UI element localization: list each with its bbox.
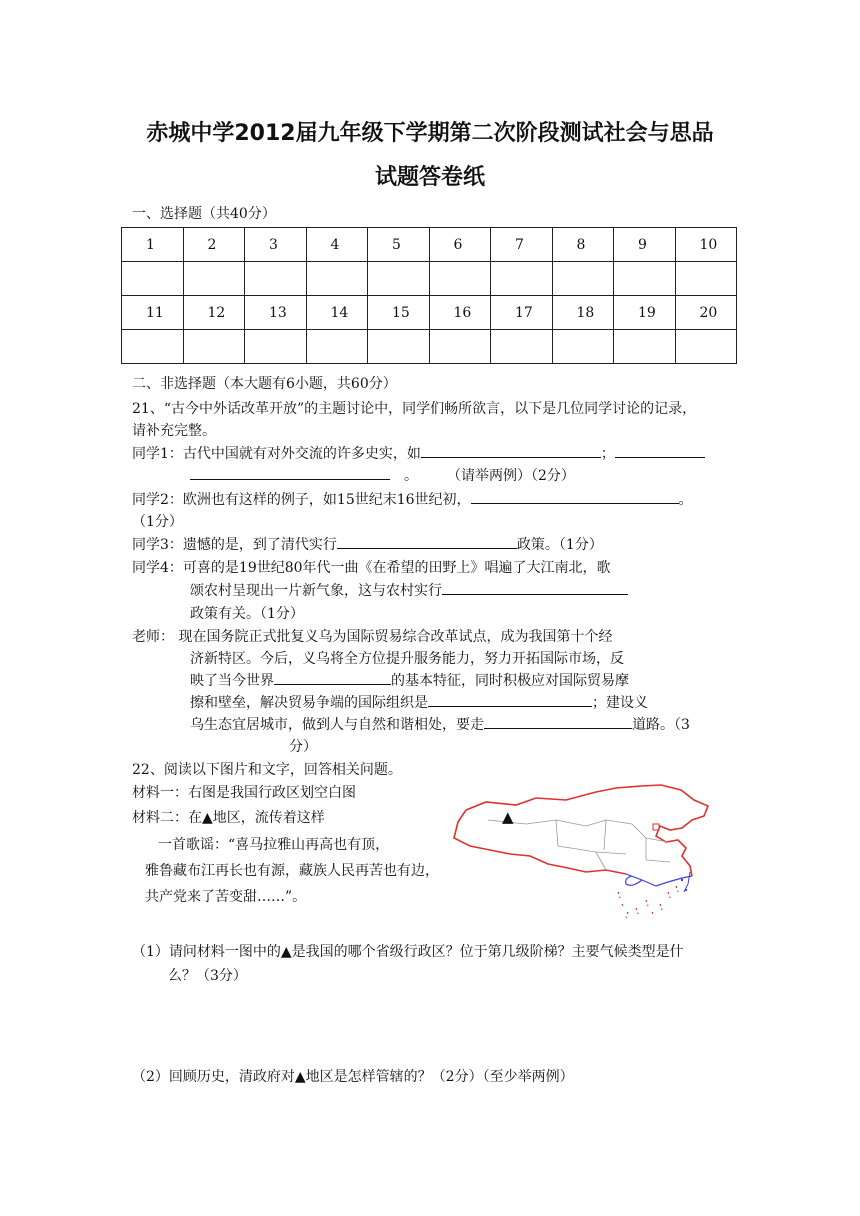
table-cell: 9 [614, 228, 676, 262]
q22-line1: 22、阅读以下图片和文字，回答相关问题。 [132, 762, 402, 778]
answer-cell[interactable] [552, 330, 614, 364]
q21-student2-score: （1分） [132, 514, 183, 530]
q21-student2: 同学2：欧洲也有这样的例子，如15世纪末16世纪初， 。 [132, 489, 693, 509]
answer-cell[interactable] [368, 262, 430, 296]
q21-student1-cont: 。 （请举两例）（2分） [190, 465, 575, 485]
answer-cell[interactable] [552, 262, 614, 296]
section2-heading: 二、非选择题（本大题有6小题，共60分） [132, 376, 397, 392]
table-row-answers [122, 330, 737, 364]
q22-part1: （1）请问材料一图中的▲是我国的哪个省级行政区？位于第几级阶梯？主要气候类型是什 [132, 944, 684, 960]
answer-cell[interactable] [245, 330, 307, 364]
q22-material1: 材料一：右图是我国行政区划空白图 [132, 785, 356, 801]
table-cell: 7 [491, 228, 553, 262]
table-cell: 10 [675, 228, 737, 262]
answer-blank[interactable] [484, 714, 632, 729]
q22-material2: 材料二：在▲地区，流传着这样 [132, 810, 325, 826]
answer-blank[interactable] [337, 534, 517, 549]
answer-blank[interactable] [428, 692, 592, 707]
q21-student4-c: 政策有关。（1分） [190, 606, 304, 622]
table-cell: 15 [368, 296, 430, 330]
q21-student1: 同学1：古代中国就有对外交流的许多史实，如 ； [132, 443, 705, 463]
q21-student4: 同学4：可喜的是19世纪80年代一曲《在希望的田野上》唱遍了大江南北，歌 [132, 560, 611, 576]
answer-cell[interactable] [183, 262, 245, 296]
answer-blank[interactable] [421, 443, 601, 458]
table-cell: 2 [183, 228, 245, 262]
q22-song-line3: 共产党来了苦变甜……”。 [145, 889, 307, 905]
q21-teacher-e: 乌生态宜居城市，做到人与自然和谐相处，要走 道路。（3 [190, 714, 690, 734]
table-cell: 1 [122, 228, 184, 262]
answer-blank[interactable] [190, 465, 390, 480]
answer-blank[interactable] [274, 670, 391, 685]
answer-cell[interactable] [429, 262, 491, 296]
q21-student3: 同学3：遗憾的是，到了清代实行 政策。（1分） [132, 534, 603, 554]
answer-cell[interactable] [368, 330, 430, 364]
q21-teacher: 老师： 现在国务院正式批复义乌为国际贸易综合改革试点，成为我国第十个经 [132, 629, 613, 645]
answer-cell[interactable] [122, 262, 184, 296]
answer-cell[interactable] [429, 330, 491, 364]
china-map-svg [446, 780, 736, 930]
answer-cell[interactable] [491, 262, 553, 296]
q22-song-line1: 一首歌谣：“喜马拉雅山再高也有顶， [158, 837, 390, 853]
q21-teacher-b: 济新特区。今后，义乌将全方位提升服务能力，努力开拓国际市场，反 [190, 651, 624, 667]
page-title-line2: 试题答卷纸 [374, 165, 485, 190]
table-cell: 6 [429, 228, 491, 262]
table-cell: 20 [675, 296, 737, 330]
table-cell: 17 [491, 296, 553, 330]
china-map [446, 780, 736, 934]
answer-cell[interactable] [675, 262, 737, 296]
answer-blank[interactable] [471, 489, 679, 504]
triangle-marker: ▲ [502, 808, 514, 826]
answer-table [121, 227, 737, 364]
answer-cell[interactable] [183, 330, 245, 364]
table-cell: 14 [306, 296, 368, 330]
q22-part1-cont: 么？（3分） [168, 968, 247, 984]
section1-heading: 一、选择题（共40分） [132, 206, 276, 222]
q21-student4-b: 颂农村呈现出一片新气象，这与农村实行 [190, 580, 628, 600]
q21-teacher-f: 分） [289, 739, 317, 755]
answer-blank[interactable] [442, 580, 628, 595]
q22-song-line2: 雅鲁藏布江再长也有源，藏族人民再苦也有边， [145, 863, 439, 879]
table-cell: 18 [552, 296, 614, 330]
answer-cell[interactable] [245, 262, 307, 296]
table-cell: 8 [552, 228, 614, 262]
answer-cell[interactable] [306, 330, 368, 364]
page-title-line1: 赤城中学2012届九年级下学期第二次阶段测试社会与思品 [146, 121, 714, 146]
answer-cell[interactable] [675, 330, 737, 364]
table-cell: 19 [614, 296, 676, 330]
q21-teacher-d: 擦和壁垒，解决贸易争端的国际组织是 ；建设义 [190, 692, 648, 712]
q21-teacher-c: 映了当今世界 的基本特征，同时积极应对国际贸易摩 [190, 670, 629, 690]
q21-line1: 21、“古今中外话改革开放”的主题讨论中，同学们畅所欲言，以下是几位同学讨论的记录， [132, 401, 697, 417]
q21-line2: 请补充完整。 [132, 423, 216, 439]
table-row [122, 296, 737, 330]
answer-cell[interactable] [491, 330, 553, 364]
answer-blank[interactable] [615, 443, 705, 458]
answer-cell[interactable] [306, 262, 368, 296]
table-cell: 12 [183, 296, 245, 330]
table-cell: 13 [245, 296, 307, 330]
answer-cell[interactable] [122, 330, 184, 364]
table-cell: 5 [368, 228, 430, 262]
table-cell: 3 [245, 228, 307, 262]
table-cell: 16 [429, 296, 491, 330]
table-row [122, 228, 737, 262]
table-row-answers [122, 262, 737, 296]
q22-part2: （2）回顾历史，清政府对▲地区是怎样管辖的？（2分）（至少举两例） [132, 1069, 574, 1085]
answer-cell[interactable] [614, 330, 676, 364]
table-cell: 11 [122, 296, 184, 330]
answer-cell[interactable] [614, 262, 676, 296]
table-cell: 4 [306, 228, 368, 262]
